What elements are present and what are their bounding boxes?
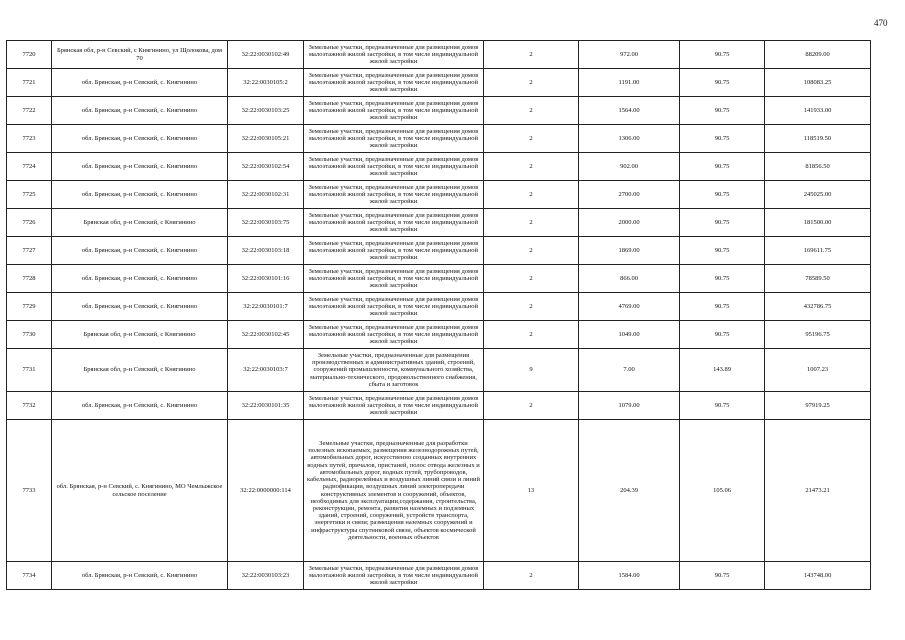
cadastral-number-cell: 32:22:0030102:45 <box>228 321 304 349</box>
specific-value-cell: 90.75 <box>680 321 765 349</box>
cadastral-value-cell: 78589.50 <box>765 265 871 293</box>
specific-value-cell: 90.75 <box>680 97 765 125</box>
table-row <box>7 209 871 237</box>
cadastral-value-cell: 97919.25 <box>765 392 871 420</box>
area-cell: 902.00 <box>579 153 680 181</box>
land-use-group-cell: 2 <box>484 41 579 69</box>
address-cell: обл. Брянская, р-н Севский, с. Княгинино <box>52 97 228 125</box>
table-row <box>7 69 871 97</box>
area-cell: 1306.00 <box>579 125 680 153</box>
specific-value-cell: 90.75 <box>680 153 765 181</box>
row-number: 7731 <box>7 349 52 392</box>
address-cell: обл. Брянская, р-н Севский, с. Княгинино <box>52 125 228 153</box>
cadastral-value-cell: 181500.00 <box>765 209 871 237</box>
specific-value-cell: 105.06 <box>680 420 765 562</box>
row-number: 7722 <box>7 97 52 125</box>
cadastral-value-cell: 141933.00 <box>765 97 871 125</box>
table-row <box>7 125 871 153</box>
specific-value-cell: 90.75 <box>680 125 765 153</box>
table-row <box>7 392 871 420</box>
cadastral-number-cell: 32:22:0030103:23 <box>228 562 304 590</box>
table-row <box>7 41 871 69</box>
land-use-group-cell: 2 <box>484 321 579 349</box>
area-cell: 4769.00 <box>579 293 680 321</box>
specific-value-cell: 90.75 <box>680 181 765 209</box>
cadastral-number-cell: 32:22:0000000:114 <box>228 420 304 562</box>
cadastral-number-cell: 32:22:0030101:7 <box>228 293 304 321</box>
specific-value-cell: 90.75 <box>680 392 765 420</box>
cadastral-value-cell: 245025.00 <box>765 181 871 209</box>
cadastral-number-cell: 32:22:0030103:25 <box>228 97 304 125</box>
cadastral-value-cell: 95196.75 <box>765 321 871 349</box>
row-number: 7729 <box>7 293 52 321</box>
land-use-group-cell: 2 <box>484 209 579 237</box>
row-number: 7723 <box>7 125 52 153</box>
area-cell: 7.00 <box>579 349 680 392</box>
cadastral-value-cell: 432786.75 <box>765 293 871 321</box>
cadastral-number-cell: 32:22:0030102:31 <box>228 181 304 209</box>
specific-value-cell: 90.75 <box>680 562 765 590</box>
row-number: 7734 <box>7 562 52 590</box>
row-number: 7732 <box>7 392 52 420</box>
row-number: 7720 <box>7 41 52 69</box>
specific-value-cell: 90.75 <box>680 69 765 97</box>
table-body <box>7 41 871 590</box>
table-row <box>7 97 871 125</box>
area-cell: 1869.00 <box>579 237 680 265</box>
table-row <box>7 153 871 181</box>
land-use-group-cell: 2 <box>484 293 579 321</box>
row-number: 7725 <box>7 181 52 209</box>
land-use-description-cell: Земельные участки, предназначенные для размещения домов малоэтажной жилой застройки, в том числе индивидуальной жилой застройки <box>304 321 484 349</box>
address-cell: Брянская обл, р-н Севский, с Княгинино <box>52 321 228 349</box>
cadastral-value-cell: 1007.23 <box>765 349 871 392</box>
row-number: 7724 <box>7 153 52 181</box>
cadastral-value-cell: 108083.25 <box>765 69 871 97</box>
table-row <box>7 265 871 293</box>
land-use-group-cell: 2 <box>484 97 579 125</box>
specific-value-cell: 90.75 <box>680 209 765 237</box>
table-row <box>7 562 871 590</box>
specific-value-cell: 90.75 <box>680 293 765 321</box>
land-use-description-cell: Земельные участки, предназначенные для размещения домов малоэтажной жилой застройки, в том числе индивидуальной жилой застройки <box>304 153 484 181</box>
area-cell: 866.00 <box>579 265 680 293</box>
cadastral-number-cell: 32:22:0030101:16 <box>228 265 304 293</box>
row-number: 7721 <box>7 69 52 97</box>
land-use-description-cell: Земельные участки, предназначенные для разработки полезных ископаемых, размещения железнодорожных путей, автомобильных дорог, искусственно созданных внутренних водных путей, причалов, пристаней, полос отвода железных и автомобильных дорог, водных путей, трубопроводов, кабельных, радиорелейных и воздушных линий связи и линий радиофикации, воздушных линий электропередачи конструктивных элементов и сооружений, объектов, необходимых для эксплуатации,содержания, строительства, реконструкции, ремонта, развития наземных и подземных зданий, строений, сооружений, устройств транспорта, энергетики и связи; размещения наземных сооружений и инфраструктуры спутниковой связи, объектов космической деятельности, военных объектов <box>304 420 484 562</box>
table-row <box>7 293 871 321</box>
cadastral-number-cell: 32:22:0030105:21 <box>228 125 304 153</box>
table-row <box>7 349 871 392</box>
specific-value-cell: 143.89 <box>680 349 765 392</box>
cadastral-value-cell: 81856.50 <box>765 153 871 181</box>
table-row <box>7 237 871 265</box>
row-number: 7726 <box>7 209 52 237</box>
area-cell: 972.00 <box>579 41 680 69</box>
area-cell: 204.39 <box>579 420 680 562</box>
address-cell: Брянская обл, р-н Севский, с Княгинино <box>52 349 228 392</box>
land-use-group-cell: 2 <box>484 69 579 97</box>
land-use-group-cell: 2 <box>484 392 579 420</box>
address-cell: Брянская обл, р-н Севский, с Княгинино <box>52 209 228 237</box>
specific-value-cell: 90.75 <box>680 41 765 69</box>
area-cell: 1049.00 <box>579 321 680 349</box>
specific-value-cell: 90.75 <box>680 265 765 293</box>
address-cell: обл. Брянская, р-н Севский, с. Княгинино <box>52 562 228 590</box>
cadastral-number-cell: 32:22:0030103:75 <box>228 209 304 237</box>
area-cell: 2000.00 <box>579 209 680 237</box>
address-cell: обл. Брянская, р-н Севский, с. Княгинино <box>52 293 228 321</box>
table-row <box>7 420 871 562</box>
address-cell: обл. Брянская, р-н Севский, с. Княгинино, МО Чемлыжское сельское поселение <box>52 420 228 562</box>
land-use-description-cell: Земельные участки, предназначенные для размещения домов малоэтажной жилой застройки, в том числе индивидуальной жилой застройки <box>304 69 484 97</box>
specific-value-cell: 90.75 <box>680 237 765 265</box>
address-cell: обл. Брянская, р-н Севский, с. Княгинино <box>52 265 228 293</box>
row-number: 7730 <box>7 321 52 349</box>
land-use-description-cell: Земельные участки, предназначенные для размещения домов малоэтажной жилой застройки, в том числе индивидуальной жилой застройки <box>304 293 484 321</box>
area-cell: 1564.00 <box>579 97 680 125</box>
land-use-description-cell: Земельные участки, предназначенные для размещения домов малоэтажной жилой застройки, в том числе индивидуальной жилой застройки <box>304 562 484 590</box>
land-use-group-cell: 2 <box>484 562 579 590</box>
cadastral-value-cell: 118519.50 <box>765 125 871 153</box>
area-cell: 1584.00 <box>579 562 680 590</box>
land-use-group-cell: 13 <box>484 420 579 562</box>
land-use-group-cell: 2 <box>484 181 579 209</box>
address-cell: обл. Брянская, р-н Севский, с. Княгинино <box>52 392 228 420</box>
cadastral-number-cell: 32:22:0030105:2 <box>228 69 304 97</box>
land-use-description-cell: Земельные участки, предназначенные для размещения домов малоэтажной жилой застройки, в том числе индивидуальной жилой застройки <box>304 125 484 153</box>
area-cell: 2700.00 <box>579 181 680 209</box>
area-cell: 1191.00 <box>579 69 680 97</box>
land-use-description-cell: Земельные участки, предназначенные для размещения домов малоэтажной жилой застройки, в том числе индивидуальной жилой застройки <box>304 97 484 125</box>
address-cell: обл. Брянская, р-н Севский, с. Княгинино <box>52 237 228 265</box>
table-row <box>7 181 871 209</box>
address-cell: обл. Брянская, р-н Севский, с. Княгинино <box>52 69 228 97</box>
land-use-description-cell: Земельные участки, предназначенные для размещения домов малоэтажной жилой застройки, в том числе индивидуальной жилой застройки <box>304 265 484 293</box>
land-use-group-cell: 2 <box>484 125 579 153</box>
cadastral-number-cell: 32:22:0030103:7 <box>228 349 304 392</box>
cadastral-value-cell: 21473.21 <box>765 420 871 562</box>
land-use-description-cell: Земельные участки, предназначенные для размещения домов малоэтажной жилой застройки, в том числе индивидуальной жилой застройки <box>304 237 484 265</box>
address-cell: обл. Брянская, р-н Севский, с. Княгинино <box>52 153 228 181</box>
address-cell: обл. Брянская, р-н Севский, с. Княгинино <box>52 181 228 209</box>
address-cell: Брянская обл, р-н Севский, с Княгинино, ул Щолокова, дом 70 <box>52 41 228 69</box>
land-use-description-cell: Земельные участки, предназначенные для размещения домов малоэтажной жилой застройки, в том числе индивидуальной жилой застройки <box>304 209 484 237</box>
land-use-group-cell: 2 <box>484 265 579 293</box>
area-cell: 1079.00 <box>579 392 680 420</box>
cadastral-value-cell: 169611.75 <box>765 237 871 265</box>
cadastral-value-cell: 143748.00 <box>765 562 871 590</box>
cadastral-number-cell: 32:22:0030101:35 <box>228 392 304 420</box>
row-number: 7727 <box>7 237 52 265</box>
land-use-description-cell: Земельные участки, предназначенные для размещения домов малоэтажной жилой застройки, в том числе индивидуальной жилой застройки <box>304 41 484 69</box>
land-use-group-cell: 2 <box>484 153 579 181</box>
land-use-group-cell: 2 <box>484 237 579 265</box>
land-use-description-cell: Земельные участки, предназначенные для размещения домов малоэтажной жилой застройки, в том числе индивидуальной жилой застройки <box>304 181 484 209</box>
page-number: 470 <box>874 18 888 28</box>
land-use-description-cell: Земельные участки, предназначенные для размещения производственных и административных зданий, строений, сооружений промышленности, коммунального хозяйства, материально-технического, продовольственного снабжения, сбыта и заготовок <box>304 349 484 392</box>
row-number: 7728 <box>7 265 52 293</box>
cadastral-value-cell: 88209.00 <box>765 41 871 69</box>
land-use-group-cell: 9 <box>484 349 579 392</box>
cadastral-number-cell: 32:22:0030102:54 <box>228 153 304 181</box>
row-number: 7733 <box>7 420 52 562</box>
land-use-description-cell: Земельные участки, предназначенные для размещения домов малоэтажной жилой застройки, в том числе индивидуальной жилой застройки <box>304 392 484 420</box>
cadastral-number-cell: 32:22:0030103:18 <box>228 237 304 265</box>
cadastral-value-table <box>6 40 871 590</box>
table-row <box>7 321 871 349</box>
cadastral-number-cell: 32:22:0030102:49 <box>228 41 304 69</box>
